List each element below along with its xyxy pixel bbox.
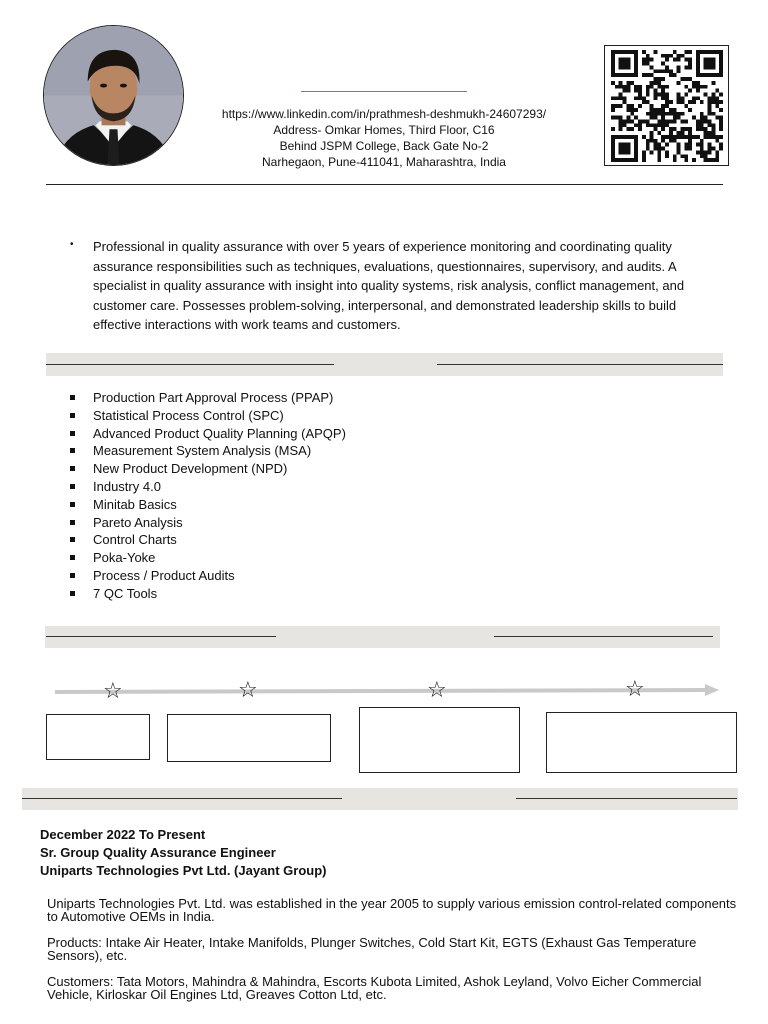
address-line-1: Address- Omkar Homes, Third Floor, C16 xyxy=(273,123,495,137)
skill-label: Process / Product Audits xyxy=(93,567,235,583)
skill-label: New Product Development (NPD) xyxy=(93,461,288,477)
skill-label: Industry 4.0 xyxy=(93,478,161,494)
bullet-square xyxy=(70,466,75,471)
bullet-square xyxy=(70,520,75,525)
skill-item xyxy=(70,549,490,567)
timeline-box xyxy=(546,712,737,773)
skills-list xyxy=(70,389,490,603)
timeline-star-icon: ☆ xyxy=(103,678,123,703)
experience-band-rule-right xyxy=(516,798,737,799)
summary-bullet: • xyxy=(70,239,74,250)
skills-band-rule-left xyxy=(46,364,334,365)
bullet-square xyxy=(70,502,75,507)
timeline-band-rule-left xyxy=(46,636,276,637)
timeline-star-icon: ☆ xyxy=(625,676,645,701)
skill-label: 7 QC Tools xyxy=(93,585,158,601)
skill-item xyxy=(70,460,490,478)
bullet-square xyxy=(70,413,75,418)
skill-label: Statistical Process Control (SPC) xyxy=(93,407,284,423)
bullet-square xyxy=(70,395,75,400)
skill-label: Pareto Analysis xyxy=(93,514,183,530)
profile-photo xyxy=(43,25,184,166)
company-customers: Customers: Tata Motors, Mahindra & Mahindra, Escorts Kubota Limited, Ashok Leyland, Volvo Eicher Commercial Vehicle, Kirloskar Oil Engines Ltd, Greaves Cotton Ltd, etc. xyxy=(47,974,702,1002)
bullet-square xyxy=(70,431,75,436)
qr-code-pattern xyxy=(611,50,723,162)
bullet-square xyxy=(70,573,75,578)
skill-label: Minitab Basics xyxy=(93,496,177,512)
skill-label: Poka-Yoke xyxy=(93,550,156,566)
header-divider xyxy=(46,184,723,185)
timeline-star-icon: ☆ xyxy=(238,677,258,702)
skill-item xyxy=(70,585,490,603)
summary-text: Professional in quality assurance with over 5 years of experience monitoring and coordinating quality assurance responsibilities such as techniques, evaluations, questionnaires, supervisory, and audits. A specialist in quality assurance with insight into quality systems, risk analysis, conflict management, and customer care. Possesses problem-solving, interpersonal, and demonstrated leadership skills to build effective interactions with work teams and customers. xyxy=(93,239,685,332)
experience-role: Sr. Group Quality Assurance Engineer xyxy=(40,845,276,860)
bullet-square xyxy=(70,484,75,489)
timeline-box xyxy=(167,714,331,762)
experience-section-band xyxy=(22,788,738,810)
skill-label: Measurement System Analysis (MSA) xyxy=(93,443,312,459)
skill-label: Control Charts xyxy=(93,532,177,548)
skill-item xyxy=(70,442,490,460)
email-link-underline[interactable] xyxy=(301,91,467,92)
bullet-square xyxy=(70,537,75,542)
experience-period: December 2022 To Present xyxy=(40,827,206,842)
timeline-section-band xyxy=(45,626,720,648)
skill-item xyxy=(70,478,490,496)
skill-item xyxy=(70,389,490,407)
linkedin-link[interactable]: https://www.linkedin.com/in/prathmesh-deshmukh-24607293/ xyxy=(221,107,547,121)
skill-item xyxy=(70,407,490,425)
skill-item xyxy=(70,514,490,532)
skill-label: Production Part Approval Process (PPAP) xyxy=(93,390,334,405)
address-line-3: Narhegaon, Pune-411041, Maharashtra, India xyxy=(262,155,506,169)
skill-item xyxy=(70,531,490,549)
timeline-box xyxy=(46,714,150,760)
company-products: Products: Intake Air Heater, Intake Manifolds, Plunger Switches, Cold Start Kit, EGTS (Exhaust Gas Temperature Sensors), etc. xyxy=(47,935,697,963)
company-description: Uniparts Technologies Pvt. Ltd. was established in the year 2005 to supply various emission control-related components to Automotive OEMs in India. xyxy=(47,896,737,924)
skill-item xyxy=(70,496,490,514)
bullet-square xyxy=(70,448,75,453)
profile-photo-image xyxy=(44,26,183,165)
skill-label: Advanced Product Quality Planning (APQP) xyxy=(93,425,346,441)
skill-item xyxy=(70,567,490,585)
skills-band-rule-right xyxy=(437,364,723,365)
address-line-2: Behind JSPM College, Back Gate No-2 xyxy=(279,139,489,153)
experience-company: Uniparts Technologies Pvt Ltd. (Jayant Group) xyxy=(40,863,327,878)
timeline-star-icon: ☆ xyxy=(427,677,447,702)
timeline-band-rule-right xyxy=(494,636,713,637)
skill-item xyxy=(70,425,490,443)
experience-band-rule-left xyxy=(22,798,342,799)
timeline-box xyxy=(359,707,520,773)
bullet-square xyxy=(70,555,75,560)
qr-code xyxy=(604,45,729,166)
bullet-square xyxy=(70,591,75,596)
